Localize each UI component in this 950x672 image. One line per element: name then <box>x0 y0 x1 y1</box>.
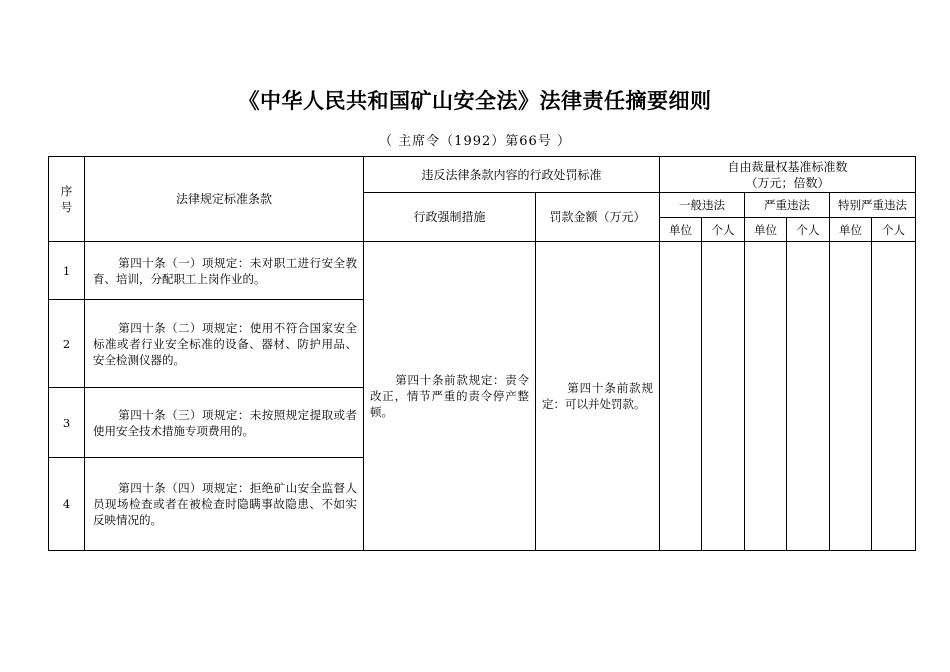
general-individual-cell <box>702 242 745 551</box>
header-serious: 严重违法 <box>745 193 830 218</box>
document-subtitle: （ 主席令（1992）第66号 ） <box>379 134 571 149</box>
row-seq: 4 <box>49 458 85 551</box>
especially-serious-individual-cell <box>872 242 916 551</box>
row-provision: 第四十条（三）项规定：未按照规定提取或者使用安全技术措施专项费用的。 <box>85 388 364 458</box>
header-fine: 罚款金额（万元） <box>536 193 660 242</box>
header-especially-serious: 特别严重违法 <box>830 193 916 218</box>
header-seq: 序 号 <box>49 157 85 242</box>
header-row-1 <box>49 157 916 193</box>
row-seq: 3 <box>49 388 85 458</box>
header-unit: 单位 <box>745 218 787 242</box>
row-provision: 第四十条（一）项规定：未对职工进行安全教育、培训，分配职工上岗作业的。 <box>85 242 364 300</box>
header-provision: 法律规定标准条款 <box>85 157 364 242</box>
row-provision: 第四十条（四）项规定：拒绝矿山安全监督人员现场检查或者在被检查时隐瞒事故隐患、不如实反映情况的。 <box>85 458 364 551</box>
especially-serious-unit-cell <box>830 242 872 551</box>
serious-individual-cell <box>787 242 830 551</box>
document-title: 《中华人民共和国矿山安全法》法律责任摘要细则 <box>238 88 712 113</box>
row-provision: 第四十条（二）项规定：使用不符合国家安全标准或者行业安全标准的设备、器材、防护用品、安全检测仪器的。 <box>85 300 364 388</box>
general-unit-cell <box>660 242 702 551</box>
header-measures: 行政强制措施 <box>364 193 536 242</box>
header-individual: 个人 <box>872 218 916 242</box>
header-penalty-standard: 违反法律条款内容的行政处罚标准 <box>364 157 660 193</box>
table-row <box>49 242 916 300</box>
header-unit: 单位 <box>830 218 872 242</box>
header-discretion: 自由裁量权基准标准数 （万元；倍数） <box>660 157 916 193</box>
penalty-table <box>48 156 916 551</box>
header-unit: 单位 <box>660 218 702 242</box>
row-seq: 2 <box>49 300 85 388</box>
row-seq: 1 <box>49 242 85 300</box>
header-individual: 个人 <box>702 218 745 242</box>
serious-unit-cell <box>745 242 787 551</box>
header-general: 一般违法 <box>660 193 745 218</box>
header-individual: 个人 <box>787 218 830 242</box>
merged-fine-cell: 第四十条前款规定：可以并处罚款。 <box>536 242 660 551</box>
merged-measures-cell: 第四十条前款规定：责令改正，情节严重的责令停产整顿。 <box>364 242 536 551</box>
